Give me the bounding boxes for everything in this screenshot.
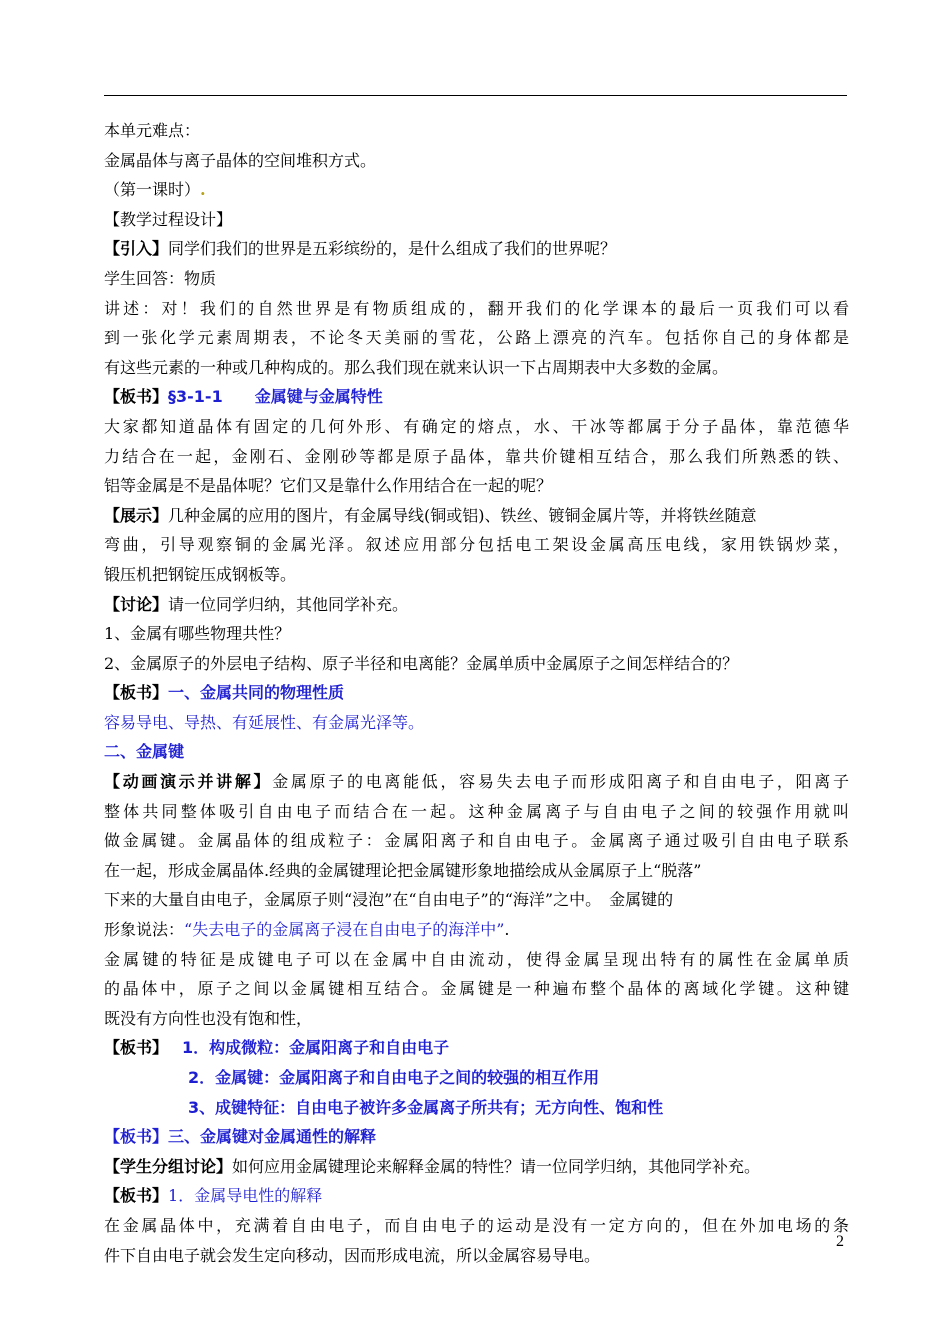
section-heading: 【教学过程设计】 (104, 209, 233, 229)
tag-label: 【板书】 (104, 1038, 169, 1058)
tag-label: 【板书】 (104, 1127, 169, 1147)
header-rule (104, 95, 847, 96)
paragraph-line (104, 175, 849, 205)
blackboard-point: 2．金属键：金属阳离子和自由电子之间的较强的相互作用 (188, 1068, 600, 1087)
document-body (104, 116, 849, 1270)
paragraph-line: 学生回答：物质 (104, 268, 217, 288)
blackboard-title: §3-1-1 金属键与金属特性 (168, 387, 383, 407)
quote-text: “失去电子的金属离子浸在自由电子的海洋中” (184, 920, 505, 940)
paragraph-line (104, 1033, 849, 1063)
paragraph-line: 整体共同整体吸引自由电子而结合在一起。这种金属离子与自由电子之间的较强作用就叫 (104, 801, 849, 821)
tag-label: 【板书】 (104, 1186, 169, 1206)
mark-dot: . (200, 180, 206, 200)
paragraph-line: 弯曲，引导观察铜的金属光泽。叙述应用部分包括电工架设金属高压电线，家用铁锅炒菜， (104, 535, 849, 555)
paragraph-line (104, 501, 849, 531)
line-text: 形象说法： (104, 920, 185, 940)
paragraph-line: 件下自由电子就会发生定向移动，因而形成电流，所以金属容易导电。 (104, 1245, 601, 1265)
paragraph-line: 在一起，形成金属晶体.经典的金属键理论把金属键形象地描绘成从金属原子上“脱落” (104, 860, 702, 880)
paragraph-line: 有这些元素的一种或几种构成的。那么我们现在就来认识一下占周期表中大多数的金属。 (104, 357, 729, 377)
tag-label: 【学生分组讨论】 (104, 1156, 233, 1176)
page-number: 2 (836, 1233, 844, 1250)
line-text: 几种金属的应用的图片，有金属导线(铜或铝)、铁丝、镀铜金属片等，并将铁丝随意 (168, 505, 757, 525)
paragraph-line: 讲述：对！我们的自然世界是有物质组成的，翻开我们的化学课本的最后一页我们可以看 (104, 298, 849, 318)
blackboard-heading: 三、金属键对金属通性的解释 (168, 1127, 377, 1147)
line-text: 金属原子的电离能低，容易失去电子而形成阳离子和自由电子，阳离子 (272, 772, 849, 792)
blackboard-point: 3、成键特征：自由电子被许多金属离子所共有；无方向性、饱和性 (188, 1097, 664, 1117)
tag-label: 【引入】 (104, 239, 169, 259)
line-text: 如何应用金属键理论来解释金属的特性？请一位同学归纳，其他同学补充。 (232, 1156, 761, 1176)
paragraph-line (104, 1122, 849, 1152)
paragraph-line (104, 678, 849, 708)
blackboard-point: 1．构成微粒：金属阳离子和自由电子 (182, 1038, 450, 1058)
blackboard-heading: 1．金属导电性的解释 (168, 1186, 323, 1206)
question-item: 2、金属原子的外层电子结构、原子半径和电离能？金属单质中金属原子之间怎样结合的？ (104, 653, 739, 673)
paragraph-line: 下来的大量自由电子，金属原子则“浸泡”在“自由电子”的“海洋”之中。 金属键的 (104, 890, 674, 910)
paragraph-line: 在金属晶体中，充满着自由电子，而自由电子的运动是没有一定方向的，但在外加电场的条 (104, 1215, 849, 1235)
paragraph-line (104, 382, 849, 412)
tag-label: 【讨论】 (104, 594, 169, 614)
line-text: . (504, 920, 510, 940)
paragraph-line: 做金属键。金属晶体的组成粒子：金属阳离子和自由电子。金属离子通过吸引自由电子联系 (104, 831, 849, 851)
paragraph-line (104, 767, 849, 797)
paragraph-line: 铝等金属是不是晶体呢？它们又是靠什么作用结合在一起的呢？ (104, 476, 553, 496)
line-text: 请一位同学归纳，其他同学补充。 (168, 594, 409, 614)
question-item: 1、金属有哪些物理共性？ (104, 624, 291, 644)
blackboard-heading: 二、金属键 (104, 742, 185, 762)
paragraph-line: 到一张化学元素周期表，不论冬天美丽的雪花，公路上漂亮的汽车。包括你自己的身体都是 (104, 328, 849, 348)
paragraph-line: 本单元难点： (104, 121, 201, 140)
tag-label: 【板书】 (104, 387, 169, 407)
paragraph-line (104, 915, 849, 945)
paragraph-line (104, 590, 849, 620)
blackboard-heading: 一、金属共同的物理性质 (168, 683, 345, 703)
tag-label: 【动画演示并讲解】 (104, 772, 273, 792)
paragraph-line: 锻压机把钢锭压成钢板等。 (104, 564, 297, 584)
paragraph-line: 既没有方向性也没有饱和性， (104, 1008, 313, 1028)
paragraph-line (104, 1152, 849, 1182)
lesson-period: （第一课时） (104, 180, 201, 200)
tag-label: 【展示】 (104, 505, 169, 525)
blackboard-text: 容易导电、导热、有延展性、有金属光泽等。 (104, 712, 425, 732)
paragraph-line: 大家都知道晶体有固定的几何外形、有确定的熔点，水、干冰等都属于分子晶体，靠范德华 (104, 416, 849, 436)
paragraph-line (104, 234, 849, 264)
paragraph-line: 金属键的特征是成键电子可以在金属中自由流动，使得金属呈现出特有的属性在金属单质 (104, 949, 849, 969)
paragraph-line (104, 1181, 849, 1211)
tag-label: 【板书】 (104, 683, 169, 703)
paragraph-line: 的晶体中，原子之间以金属键相互结合。金属键是一种遍布整个晶体的离域化学键。这种键 (104, 979, 849, 999)
paragraph-line: 力结合在一起，金刚石、金刚砂等都是原子晶体，靠共价键相互结合，那么我们所熟悉的铁、 (104, 446, 849, 466)
line-text: 同学们我们的世界是五彩缤纷的，是什么组成了我们的世界呢？ (168, 239, 617, 259)
paragraph-line: 金属晶体与离子晶体的空间堆积方式。 (104, 150, 377, 170)
